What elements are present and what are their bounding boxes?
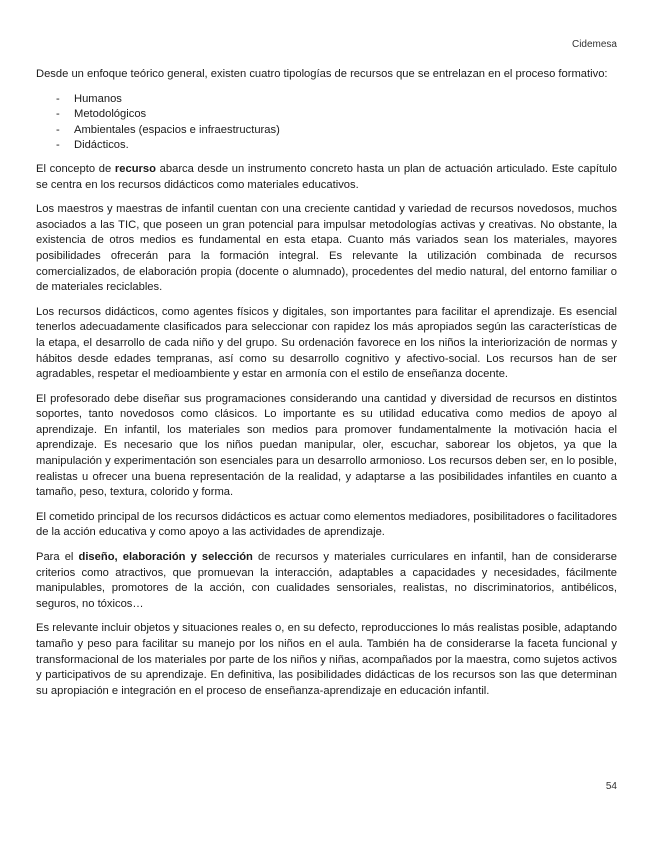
- objects-paragraph: Es relevante incluir objetos y situaciones reales o, en su defecto, reproducciones lo más realistas posible, adaptando tamaño y peso para facilitar su manejo por los niños en el aula. También ha de considerarse la faceta funcional y transformacional de los materiales por parte de los niños y niñas, acompañados por la maestra, como sujetos activos y participativos de su aprendizaje. En definitiva, las posibilidades didácticas de los recursos son las que determinan su apropiación e integración en el proceso de enseñanza-aprendizaje en educación infantil.: [36, 622, 617, 697]
- page-number: 54: [605, 781, 617, 792]
- design-programming-paragraph: El profesorado debe diseñar sus programaciones considerando una cantidad y diversidad de recursos en distintos soportes, tanto novedosos como clásicos. Lo importante es su utilidad educativa como medios de apoyo al aprendizaje. En infantil, los materiales son medios para promover fundamentalmente la motivación hacia el aprendizaje. Es necesario que los niños puedan manipular, oler, escuchar, saborear los objetos, ya que la manipulación y experimentación son esenciales para un desarrollo armonioso. Los recursos deben ser, en lo posible, realistas u ofrecer una buena representación de la realidad, y adaptarse a las posibilidades infantiles en cuanto a tamaño, peso, textura, colorido y forma.: [36, 392, 617, 499]
- concept-text-before: El concepto de: [36, 162, 115, 175]
- concept-text-after: abarca desde un instrumento concreto hasta un plan de actuación articulado. Este capítulo se centra en los recursos didácticos como materiales educativos.: [36, 162, 618, 191]
- intro-paragraph: Desde un enfoque teórico general, existen cuatro tipologías de recursos que se entrelazan en el proceso formativo:: [36, 68, 608, 80]
- design-criteria-paragraph: [36, 550, 617, 612]
- list-item: - Didácticos.: [56, 138, 617, 154]
- list-item: - Metodológicos: [56, 107, 617, 123]
- design-bold-term: diseño, elaboración y selección: [78, 551, 253, 564]
- list-item: - Humanos: [56, 92, 617, 108]
- purpose-paragraph: El cometido principal de los recursos didácticos es actuar como elementos mediadores, posibilitadores o facilitadores de la acción educativa y como apoyo a las actividades de aprendizaje.: [36, 510, 617, 539]
- resources-paragraph: Los recursos didácticos, como agentes físicos y digitales, son importantes para facilitar el aprendizaje. Es esencial tenerlos adecuadamente clasificados para seleccionar con rapidez los más apropiados según las características de la etapa, el desarrollo de cada niño y del grupo. Su ordenación favorece en los niños la interiorización de normas y hábitos desde edades tempranas, así como su desarrollo cognitivo y afectivo-social. Los recursos han de ser agradables, respetar el medioambiente y estar en armonía con el estilo de enseñanza docente.: [36, 305, 617, 381]
- list-item: - Ambientales (espacios e infraestructuras): [56, 123, 617, 139]
- page-content: [36, 67, 617, 708]
- concept-bold-term: recurso: [114, 162, 156, 175]
- design-text-after: de recursos y materiales curriculares en infantil, han de considerarse criterios como atractivos, que promuevan la interacción, adaptables a capacidades y necesidades, fácilmente manipulables, promotores de la acción, con cualidades sensoriales, realistas, no discriminatorios, antibélicos, seguros, no tóxicos…: [36, 551, 617, 610]
- header-brand: Cidemesa: [571, 39, 617, 50]
- concept-paragraph: [36, 162, 617, 193]
- typology-list: [56, 92, 617, 154]
- design-text-before: Para el: [36, 551, 79, 564]
- teachers-paragraph: Los maestros y maestras de infantil cuentan con una creciente cantidad y variedad de recursos novedosos, muchos asociados a las TIC, que poseen un gran potencial para impulsar metodologías activas y creativas. No obstante, la existencia de otros medios es fundamental en esta etapa. Cuanto más variados sean los materiales, mayores posibilidades ofrecerán para la formación integral. Es relevante la utilización combinada de recursos comercializados, de elaboración propia (docente o alumnado), procedentes del medio natural, del entorno familiar o de materiales reciclables.: [36, 203, 617, 294]
